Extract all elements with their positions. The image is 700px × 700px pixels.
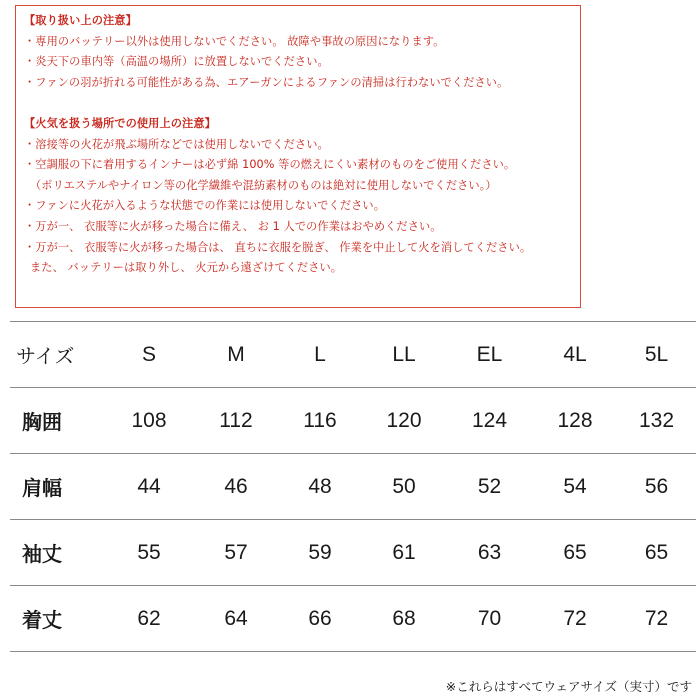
table-cell: 57 — [194, 520, 278, 586]
table-cell: 61 — [362, 520, 446, 586]
size-chart-table — [10, 321, 696, 652]
table-cell: 48 — [278, 454, 362, 520]
size-header-label: サイズ — [10, 322, 104, 388]
fire-caution-item-continuation: また、 バッテリーは取り外し、 火元から遠ざけてください。 — [30, 261, 343, 275]
table-cell: 112 — [194, 388, 278, 454]
table-cell: 52 — [446, 454, 533, 520]
handling-caution-heading: 【取り扱い上の注意】 — [24, 14, 137, 27]
table-cell: 44 — [104, 454, 194, 520]
fire-caution-item: ・空調服の下に着用するインナーは必ず綿 100% 等の燃えにくい素材のものをご使用ください。 — [24, 158, 516, 172]
fire-caution-item-note: （ポリエステルやナイロン等の化学繊維や混紡素材のものは絶対に使用しないでください。） — [30, 178, 497, 192]
size-footnote: ※これらはすべてウェアサイズ（実寸）です — [445, 679, 692, 694]
shoulder-row — [10, 454, 696, 520]
table-cell: 66 — [278, 586, 362, 652]
table-cell: 46 — [194, 454, 278, 520]
sleeve-row-label: 袖丈 — [10, 520, 104, 586]
length-row — [10, 586, 696, 652]
handling-caution-item: ・ファンの羽が折れる可能性がある為、エアーガンによるファンの清掃は行わないでください。 — [24, 75, 509, 89]
table-cell: 72 — [617, 586, 696, 652]
table-cell: 55 — [104, 520, 194, 586]
table-cell: 128 — [533, 388, 617, 454]
fire-caution-heading: 【火気を扱う場所での使用上の注意】 — [24, 116, 216, 130]
notice-section-gap — [24, 93, 572, 114]
shoulder-row-label: 肩幅 — [10, 454, 104, 520]
fire-caution-item: ・ファンに火花が入るような状態での作業には使用しないでください。 — [24, 199, 385, 213]
chest-row-label: 胸囲 — [10, 388, 104, 454]
size-column-header: 4L — [533, 322, 617, 388]
size-column-header: EL — [446, 322, 533, 388]
table-cell: 65 — [533, 520, 617, 586]
size-column-header: 5L — [617, 322, 696, 388]
length-row-label: 着丈 — [10, 586, 104, 652]
table-cell: 59 — [278, 520, 362, 586]
size-column-header: M — [194, 322, 278, 388]
table-cell: 54 — [533, 454, 617, 520]
size-header-row — [10, 322, 696, 388]
table-cell: 132 — [617, 388, 696, 454]
table-cell: 72 — [533, 586, 617, 652]
table-cell: 64 — [194, 586, 278, 652]
table-cell: 116 — [278, 388, 362, 454]
table-cell: 56 — [617, 454, 696, 520]
table-cell: 108 — [104, 388, 194, 454]
table-cell: 70 — [446, 586, 533, 652]
table-cell: 124 — [446, 388, 533, 454]
handling-caution-item: ・炎天下の車内等（高温の場所）に放置しないでください。 — [24, 55, 329, 69]
table-cell: 63 — [446, 520, 533, 586]
sleeve-row — [10, 520, 696, 586]
fire-caution-item: ・万が一、 衣服等に火が移った場合に備え、 お 1 人での作業はおやめください。 — [24, 219, 442, 233]
size-column-header: S — [104, 322, 194, 388]
table-cell: 68 — [362, 586, 446, 652]
handling-caution-item: ・専用のバッテリー以外は使用しないでください。 故障や事故の原因になります。 — [24, 34, 445, 48]
fire-caution-item: ・万が一、 衣服等に火が移った場合は、 直ちに衣服を脱ぎ、 作業を中止して火を消してください。 — [24, 240, 532, 254]
chest-row — [10, 388, 696, 454]
table-cell: 62 — [104, 586, 194, 652]
size-column-header: LL — [362, 322, 446, 388]
size-column-header: L — [278, 322, 362, 388]
table-cell: 65 — [617, 520, 696, 586]
caution-notice-box — [15, 5, 581, 308]
table-cell: 50 — [362, 454, 446, 520]
table-cell: 120 — [362, 388, 446, 454]
fire-caution-item: ・溶接等の火花が飛ぶ場所などでは使用しないでください。 — [24, 137, 329, 151]
